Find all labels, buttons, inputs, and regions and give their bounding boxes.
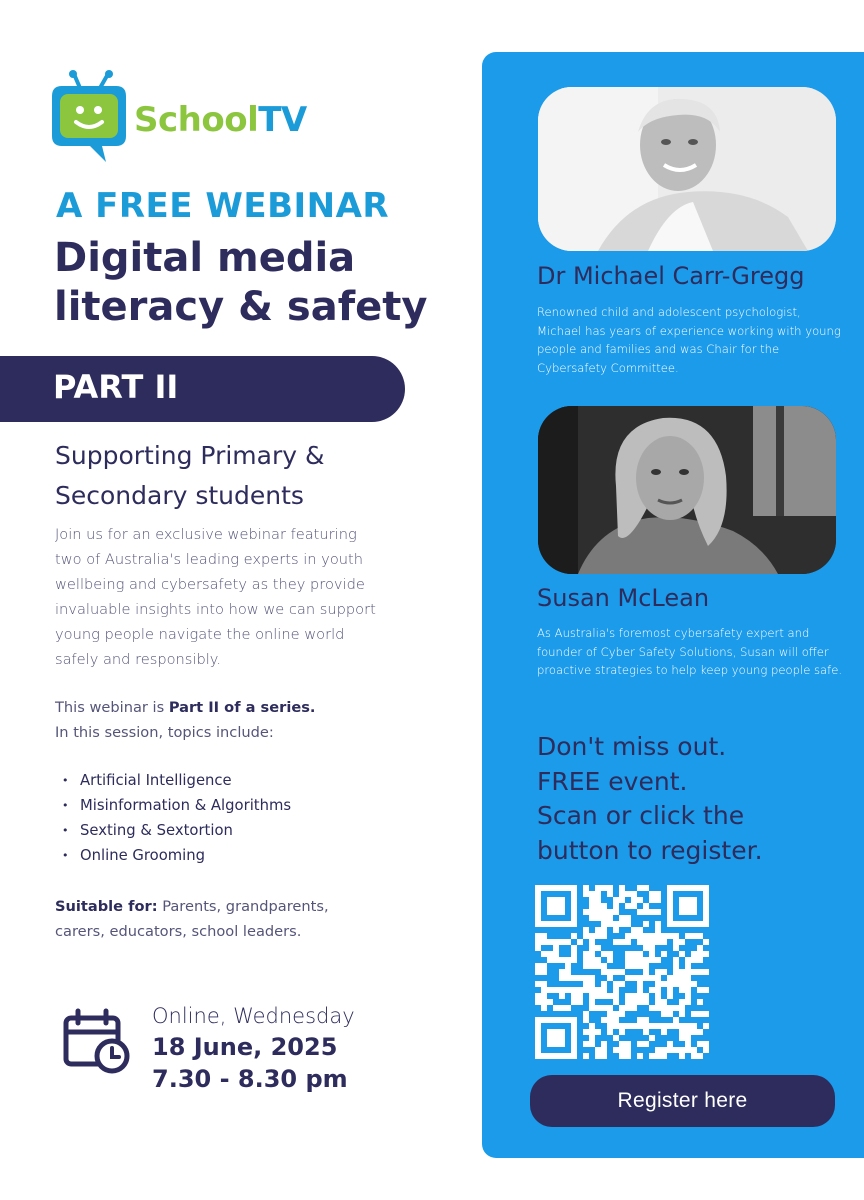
cta-text xyxy=(537,730,857,868)
event-info xyxy=(152,1001,355,1095)
logo-wordmark xyxy=(134,100,307,140)
event-day: Online, Wednesday xyxy=(152,1004,355,1028)
cta-line: FREE event. xyxy=(537,766,688,796)
event-time: 7.30 - 8.30 pm xyxy=(152,1065,348,1093)
topic-item: • Sexting & Sextortion xyxy=(62,818,291,843)
series-prefix: This webinar is xyxy=(55,699,169,716)
cta-line: button to register. xyxy=(537,835,763,865)
topics-intro: In this session, topics include: xyxy=(55,724,274,741)
webinar-eyebrow: A FREE WEBINAR xyxy=(56,186,390,226)
topic-item: • Online Grooming xyxy=(62,843,291,868)
part-label: PART II xyxy=(53,368,179,406)
logo-school-text: School xyxy=(134,100,259,140)
event-date: 18 June, 2025 xyxy=(152,1033,338,1061)
topics-list xyxy=(62,768,291,868)
suitable-for xyxy=(55,894,355,944)
speaker-name: Susan McLean xyxy=(537,584,710,612)
suitable-label: Suitable for: xyxy=(55,898,158,915)
series-note xyxy=(55,695,385,745)
speaker-bio: As Australia's foremost cybersafety expert and founder of Cyber Safety Solutions, Susan will offer proactive strategies to help keep young people safe. xyxy=(537,626,843,677)
tv-mascot-icon xyxy=(50,70,132,166)
register-button[interactable]: Register here xyxy=(530,1075,835,1127)
speaker-name: Dr Michael Carr-Gregg xyxy=(537,262,805,290)
qr-code-icon[interactable] xyxy=(535,885,709,1059)
series-line xyxy=(55,695,385,720)
speaker-photo-michael xyxy=(538,87,836,251)
part-banner xyxy=(0,356,405,422)
cta-line: Scan or click the xyxy=(537,801,745,830)
schooltv-logo xyxy=(50,70,310,166)
speaker-photo-susan xyxy=(538,406,836,574)
suitable-text: Parents, grandparents, carers, educators, school leaders. xyxy=(55,898,329,940)
page-title: Digital media literacy & safety xyxy=(54,235,428,330)
calendar-clock-icon xyxy=(62,1008,132,1074)
series-bold: Part II of a series. xyxy=(168,699,316,716)
cta-line: Don't miss out. xyxy=(537,732,727,761)
logo-tv-text: TV xyxy=(258,100,307,140)
topic-item: • Misinformation & Algorithms xyxy=(62,793,291,818)
webinar-subtitle: Supporting Primary & Secondary students xyxy=(55,441,325,510)
webinar-description: Join us for an exclusive webinar featuring two of Australia's leading experts in youth wellbeing and cybersafety as they provide invaluable insights into how we can support young people navigate the online world safely and responsibly. xyxy=(55,526,376,668)
speaker-bio: Renowned child and adolescent psychologist, Michael has years of experience working with young people and families and was Chair for the Cybersafety Committee. xyxy=(537,305,841,375)
topic-item: • Artificial Intelligence xyxy=(62,768,291,793)
